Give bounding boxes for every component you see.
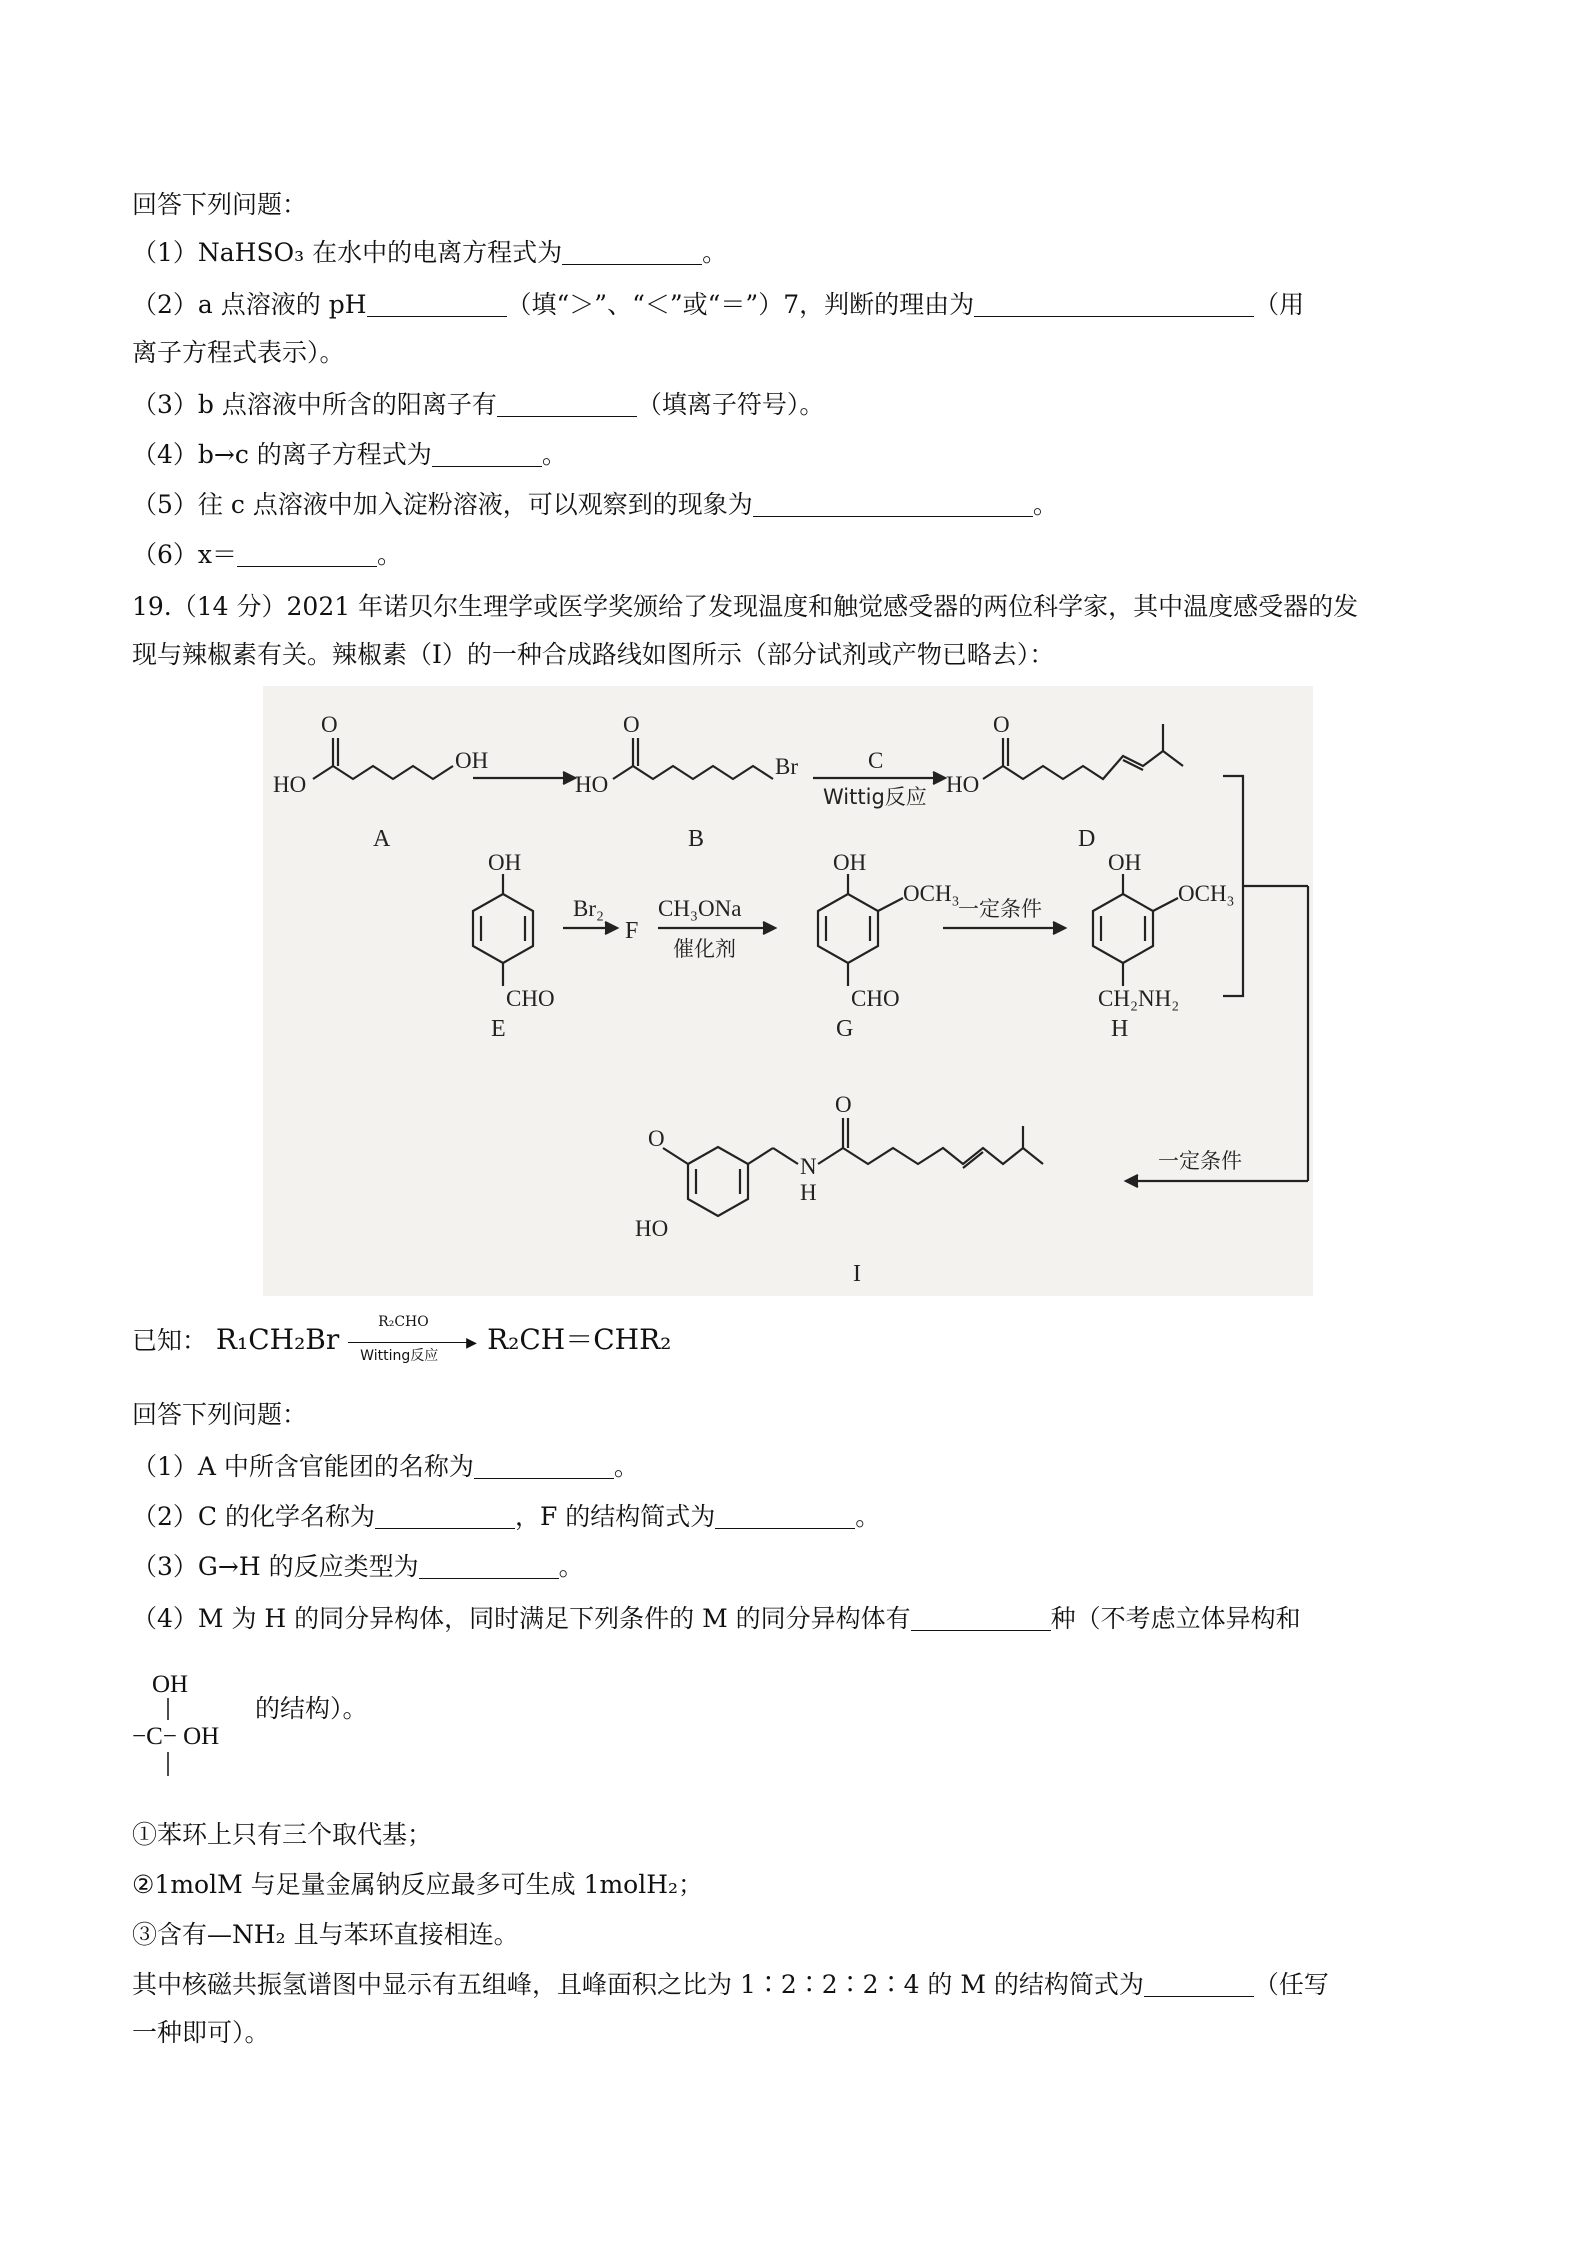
atom-ho-a: HO [273,772,307,797]
struct-c-oh: −C− OH [132,1723,220,1750]
answer-blank[interactable] [753,490,1033,517]
reagent-cond1: 一定条件 [958,897,1042,921]
line-text: 。 [558,1552,584,1581]
text-line-q18-6 [132,538,402,572]
known-product: R₂CH＝CHR₂ [487,1323,672,1356]
struct-oh-top: OH [152,1671,189,1698]
line-text: 。 [855,1502,881,1531]
label-a: A [373,826,391,852]
line-text: （填离子符号）。 [636,390,825,419]
line-text: 。 [541,440,567,469]
atom-oh-a: OH [455,748,489,773]
answer-blank[interactable] [474,1452,614,1479]
text-line-q18-1 [132,236,727,270]
known-reagent-over: R₂CHO [378,1313,429,1330]
text-line-q18-4 [132,438,567,472]
text-line-q19-c2 [132,1868,703,1902]
atom-oh-g: OH [833,850,867,875]
line-text: （6）x＝ [132,540,238,569]
text-line-q19-intro-b [132,638,1054,672]
line-text: （4）M 为 H 的同分异构体，同时满足下列条件的 M 的同分异构体有 [132,1604,911,1633]
atom-br-b: Br [775,754,798,779]
line-text: （1）A 中所含官能团的名称为 [132,1452,474,1481]
answer-blank[interactable] [911,1604,1051,1631]
reagent-wittig: Wittig反应 [823,785,927,809]
atom-ch2nh2-h: CH₂NH₂ [1098,986,1180,1011]
answer-blank[interactable] [432,440,542,467]
text-line-q19-nmr [132,1968,1329,2002]
line-text: 19.（14 分）2021 年诺贝尔生理学或医学奖颁给了发现温度和触觉感受器的两位科学家，其中温度感受器的发 [132,592,1359,621]
line-text: 。 [613,1452,639,1481]
reagent-cond2: 一定条件 [1158,1149,1242,1173]
answer-blank[interactable] [974,290,1254,317]
answer-blank[interactable] [562,238,702,265]
label-d: D [1078,826,1096,852]
answer-blank[interactable] [715,1502,855,1529]
atom-o-i2: O [835,1092,852,1117]
line-text: （任写 [1253,1970,1329,1999]
answer-blank[interactable] [497,390,637,417]
text-line-q19-c1 [132,1818,432,1852]
line-text: 。 [702,238,728,267]
label-h: H [1111,1016,1129,1042]
text-line-q19-4 [132,1602,1301,1636]
line-text: （2）C 的化学名称为 [132,1502,375,1531]
text-line-q19-1 [132,1450,639,1484]
line-text: 。 [1032,490,1058,519]
gem-diol-structure [132,1668,262,1788]
atom-ho-d: HO [946,772,980,797]
line-text: 其中核磁共振氢谱图中显示有五组峰，且峰面积之比为 1∶2∶2∶2∶4 的 M 的结构简式为 [132,1970,1144,1999]
known-reagent-under: Witting反应 [360,1347,439,1364]
synthesis-route-diagram [263,686,1313,1296]
text-line-q19-2 [132,1500,880,1534]
atom-cho-g: CHO [851,986,900,1011]
atom-oh-h: OH [1108,850,1142,875]
answer-blank[interactable] [419,1552,559,1579]
text-line-q18-3 [132,388,824,422]
reagent-c: C [868,748,884,773]
line-text: ①苯环上只有三个取代基； [132,1820,433,1849]
text-line-q18-2b [132,336,345,370]
line-text: （1）NaHSO₃ 在水中的电离方程式为 [132,238,563,267]
text-line-q-intro-1 [132,188,307,222]
text-line-q19-c3 [132,1918,519,1952]
answer-blank[interactable] [237,540,377,567]
answer-blank[interactable] [367,290,507,317]
answer-blank[interactable] [375,1502,515,1529]
line-text: （3）G→H 的反应类型为 [132,1552,419,1581]
label-i: I [853,1261,861,1287]
line-text: ，F 的结构简式为 [514,1502,716,1531]
atom-oh-e: OH [488,850,522,875]
text-line-q19-3 [132,1550,584,1584]
text-line-q19-intro [132,590,1358,624]
label-e: E [491,1016,506,1042]
line-text: 种（不考虑立体异构和 [1050,1604,1301,1633]
text-line-q19-intro2 [132,1398,307,1432]
atom-o-a: O [321,712,338,737]
line-text: （填“＞”、“＜”或“＝”）7，判断的理由为 [506,290,975,319]
reagent-ch3ona: CH₃ONa [658,896,742,921]
atom-ho-b: HO [575,772,609,797]
line-text: （4）b→c 的离子方程式为 [132,440,432,469]
line-text: ③含有—NH₂ 且与苯环直接相连。 [132,1920,519,1949]
line-text: （5）往 c 点溶液中加入淀粉溶液，可以观察到的现象为 [132,490,753,519]
line-text: 回答下列问题： [132,190,308,219]
atom-o-b: O [623,712,640,737]
text-line-q18-2 [132,288,1304,322]
line-text: 离子方程式表示）。 [132,338,345,367]
answer-blank[interactable] [1144,1970,1254,1997]
atom-cho-e: CHO [506,986,555,1011]
known-reaction: 已知： R₁CH₂Br R₂CHO ▶ Witting反应 R₂CH＝CHR₂ [132,1313,672,1364]
known-reactant: R₁CH₂Br [215,1323,340,1356]
atom-h-i: H [800,1180,817,1205]
line-text: ②1molM 与足量金属钠反应最多可生成 1molH₂； [132,1870,704,1899]
line-text: 回答下列问题： [132,1400,308,1429]
label-b: B [688,826,705,852]
line-text: （3）b 点溶液中所含的阳离子有 [132,390,497,419]
line-text: 一种即可）。 [132,2018,270,2047]
line-text: （用 [1254,290,1305,319]
text-line-q18-5 [132,488,1058,522]
line-text: 现与辣椒素有关。辣椒素（I）的一种合成路线如图所示（部分试剂或产物已略去）： [132,640,1055,669]
line-text: （2）a 点溶液的 pH [132,290,367,319]
label-g: G [836,1016,854,1042]
text-line-q19-nmr-b [132,2016,270,2050]
atom-o-i: O [648,1126,665,1151]
reagent-catalyst: 催化剂 [673,937,736,961]
known-prefix: 已知： [132,1326,208,1355]
atom-och3-g: OCH₃ [903,881,960,906]
atom-ho-i: HO [635,1216,669,1241]
label-f: F [625,918,639,944]
line-text: 。 [377,540,403,569]
atom-o-d: O [993,712,1010,737]
atom-och3-h: OCH₃ [1178,881,1235,906]
reagent-br2: Br₂ [573,896,605,921]
atom-n-i: N [800,1154,817,1179]
struct-note: 的结构）。 [255,1694,368,1723]
